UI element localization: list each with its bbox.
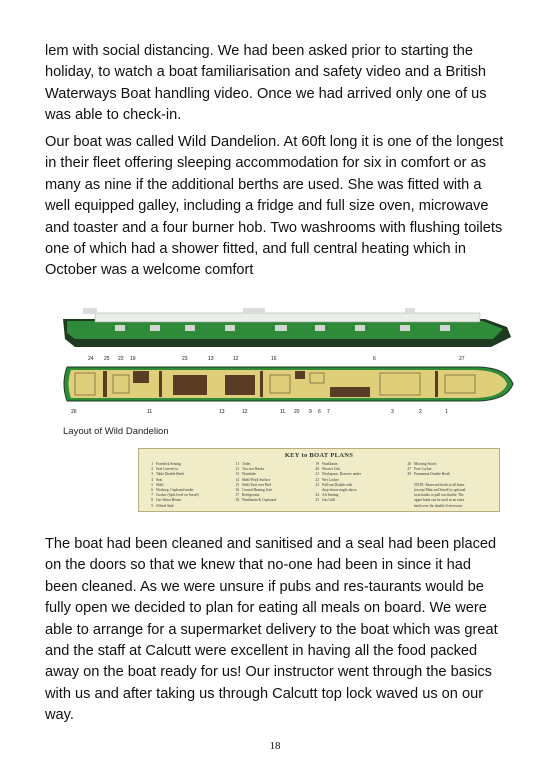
- plan-number: 6: [318, 409, 321, 415]
- key-entry-label: Table Double Berth: [156, 472, 185, 477]
- key-entry-label: Central Heating Unit: [242, 488, 273, 493]
- key-entry-number: 9: [151, 503, 153, 508]
- key-entry-number: 7: [151, 493, 153, 498]
- key-entry-label: Washbasin & Cupboard: [242, 498, 277, 503]
- key-entry: [143, 504, 199, 509]
- key-entry-label: Fore Locker: [414, 467, 432, 472]
- key-entry-label: Workspace, Drawers under: [322, 472, 361, 477]
- key-entry: [309, 498, 361, 503]
- plan-bottom-numbers: [71, 409, 448, 415]
- key-entry-label: drop-down single above: [322, 488, 357, 493]
- key-column-3: [309, 462, 361, 504]
- plan-number: 6: [373, 356, 376, 362]
- figure-caption: Layout of Wild Dandelion: [63, 426, 169, 437]
- key-entry-label: NOTE: Rearward berth in all boats: [414, 482, 465, 487]
- key-entry-number: 16: [235, 488, 239, 493]
- key-entry-label: Shelf/Work Surface: [242, 477, 271, 482]
- key-entry-number: 1: [151, 462, 153, 466]
- key-entry-number: 5: [151, 482, 153, 487]
- key-entry-number: 11: [235, 462, 239, 466]
- boat-side-elevation: [63, 308, 511, 347]
- page-number: 18: [269, 740, 281, 752]
- key-entry-number: 28: [407, 472, 411, 477]
- key-entry-number: 26: [407, 462, 411, 466]
- key-entry-label: Seat: [156, 477, 163, 482]
- key-entry-label: Cooker (Split level on Sorrel): [156, 493, 199, 498]
- boat-layout-figure: [55, 305, 525, 445]
- plan-number: 25: [104, 356, 110, 362]
- key-entry: [229, 498, 276, 503]
- plan-number: 13: [219, 409, 225, 415]
- key-entry-label: Gas Water Heater: [156, 498, 182, 503]
- key-entry-label: Aft Seating: [322, 493, 339, 498]
- key-entry-number: 18: [235, 498, 239, 503]
- plan-number: 13: [208, 356, 214, 362]
- plan-number: 11: [147, 409, 153, 415]
- key-entry: [401, 504, 465, 509]
- paragraph-boat-description: Our boat was called Wild Dandelion. At 60ft long it is one of the longest in their fleet offering sleeping accommodation for six in comfort or as many as nine if the additional berths are used. She was fitted with a well equipped galley, including a fridge and full size oven, microwave and toaster and a four burner hob. Two washrooms with flushing toilets one of which had a shower fitted, and full central heating which in October was a welcome comfort: [45, 134, 504, 279]
- key-entry-label: S/Steel Sink: [156, 503, 174, 508]
- key-entry-label: Foredeck Seating: [156, 462, 182, 466]
- plan-number: 7: [327, 409, 330, 415]
- key-entry-label: Mooring Stools: [414, 462, 437, 466]
- key-entry-label: Wardrobe: [242, 472, 257, 477]
- key-column-4: [401, 462, 465, 509]
- boat-floor-plan: [64, 367, 513, 401]
- key-entry-number: 8: [151, 498, 153, 503]
- plan-top-numbers: [88, 356, 465, 362]
- key-entry-label: Shelf/Unit over Bed: [242, 482, 271, 487]
- key-entry-label: (except Mint and Sorrel) is optional: [414, 488, 466, 493]
- key-entry-label: twin bunks or pull out double. The: [414, 493, 464, 498]
- key-entry-number: 6: [151, 488, 153, 493]
- key-entry-number: 20: [315, 467, 319, 472]
- plan-number: 9: [309, 409, 312, 415]
- key-entry-number: 25: [315, 498, 319, 503]
- key-entry-number: 13: [235, 472, 239, 477]
- key-entry-number: 2: [151, 467, 153, 472]
- key-entry-label: Worktop, Cupboard under: [156, 488, 194, 493]
- key-entry-number: 17: [235, 493, 239, 498]
- boat-plan-key: [138, 448, 500, 512]
- plan-number: 12: [242, 409, 248, 415]
- plan-number: 1: [445, 409, 448, 415]
- plan-number: 3: [391, 409, 394, 415]
- plan-number: 24: [88, 356, 94, 362]
- plan-number: 11: [280, 409, 286, 415]
- plan-number: 26: [71, 409, 77, 415]
- key-title: KEY to BOAT PLANS: [284, 452, 354, 459]
- key-entry-label: Washbasin: [322, 462, 338, 466]
- paragraph-preparation: The boat had been cleaned and sanitised and a seal had been placed on the doors so that we knew that no-one had been in since it had been cleaned. As we were unsure if pubs and res-taurants would be fully open we decided to plan for eating all meals on board. We were able to arrange for a supermarket delivery to the boat which was great and the staff at Calcutt were excellent in having all the food packed away on the boat ready for us! Our instructor went through the basics with us and after taking us through Calcutt top lock waved us on our way.: [45, 536, 498, 724]
- key-entry-number: 21: [315, 472, 319, 477]
- key-column-2: [229, 462, 276, 504]
- key-entry-number: 24: [315, 493, 319, 498]
- key-entry-label: upper bunk can be used as an extra: [414, 498, 465, 503]
- key-entry-number: 3: [151, 472, 153, 477]
- plan-number: 16: [271, 356, 277, 362]
- key-entry-label: Seat Convert to: [156, 467, 179, 472]
- key-entry-number: 22: [315, 477, 319, 482]
- key-entry-label: Permanent Double Berth: [414, 472, 450, 477]
- plan-number: 23: [182, 356, 188, 362]
- key-entry-label: berth over the double if necessary: [414, 503, 463, 508]
- paragraph-intro: lem with social distancing. We had been asked prior to starting the holiday, to watch a boat familiarisation and safety video and a British Waterways Boat handling video. Once we had arrived only one of us was able to check-in.: [45, 43, 487, 124]
- key-entry-number: 14: [235, 477, 239, 482]
- key-entry-label: Pull-out Double with: [322, 482, 353, 487]
- plan-number: 22: [118, 356, 124, 362]
- key-entry-label: Refrigerator: [242, 493, 260, 498]
- key-column-1: [143, 462, 199, 509]
- key-entry-label: Gas Grill: [322, 498, 336, 503]
- plan-number: 12: [233, 356, 239, 362]
- plan-number: 27: [459, 356, 465, 362]
- plan-number: 19: [130, 356, 136, 362]
- key-entry-label: Shower Unit: [322, 467, 341, 472]
- key-entry-number: 12: [235, 467, 239, 472]
- key-entry-label: Shelf: [156, 482, 164, 487]
- key-entry-number: 19: [315, 462, 319, 466]
- key-entry-number: 4: [151, 477, 153, 482]
- key-entry-label: Toilet: [242, 462, 251, 466]
- key-entry-number: 15: [235, 482, 239, 487]
- key-entry-label: Two tier Bunks: [242, 467, 265, 472]
- key-entry-number: 23: [315, 482, 319, 487]
- key-entry-label: Wet Locker: [322, 477, 339, 482]
- key-entry-number: 27: [407, 467, 411, 472]
- plan-number: 2: [419, 409, 422, 415]
- plan-number: 20: [294, 409, 300, 415]
